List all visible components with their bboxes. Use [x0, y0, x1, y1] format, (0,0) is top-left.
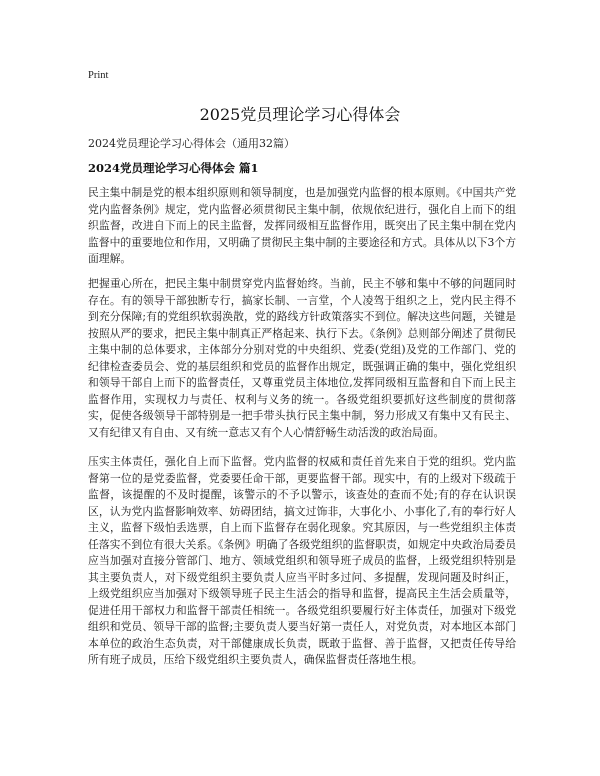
body-paragraph: 压实主体责任，强化自上而下监督。党内监督的权威和责任首先来自于党的组织。党内监督第一位的是党委监督，党委要任命干部，更要监督干部。现实中，有的上级对下级疏于监督，该提醒的不及时提醒，该警示的不予以警示，该查处的查而不处;有的存在认识误区，认为党内监督影响效率、妨碍团结，搞文过饰非，大事化小、小事化了,有的奉行好人主义，监督下级怕丢选票，自上而下监督存在弱化现象。究其原因，与一些党组织主体责任落实不到位有很大关系。《条例》明确了各级党组织的监督职责，如规定中央政治局委员应当加强对直接分管部门、地方、领域党组织和领导班子成员的监督，上级党组织特别是其主要负责人，对下级党组织主要负责人应当平时多过问、多提醒，发现问题及时纠正，上级党组织应当加强对下级领导班子民主生活会的指导和监督，提高民主生活会质量等，促进任用干部权力和监督干部责任相统一。各级党组织要履行好主体责任，加强对下级党组织和党员、领导干部的监督;主要负责人要当好第一责任人，对党负责，对本地区本部门本单位的政治生态负责，对干部健康成长负责，既敢于监督、善于监督，又把责任传导给所有班子成员，压给下级党组织主要负责人，确保监督责任落地生根。 [88, 455, 516, 666]
body-paragraph: 把握重心所在，把民主集中制贯穿党内监督始终。当前，民主不够和集中不够的问题同时存在。有的领导干部独断专行，搞家长制、一言堂，个人凌驾于组织之上，党内民主得不到充分保障;有的党组织软弱涣散，党的路线方针政策落实不到位。解决这些问题，关键是按照从严的要求，把民主集中制真正严格起来、执行下去。《条例》总则部分阐述了贯彻民主集中制的总体要求，主体部分分别对党的中央组织、党委(党组)及党的工作部门、党的纪律检查委员会、党的基层组织和党员的监督作出规定，既强调正确的集中，强化党组织和领导干部自上而下的监督责任，又尊重党员主体地位,发挥同级相互监督和自下而上民主监督作用，实现权力与责任、权利与义务的统一。各级党组织要抓好这些制度的贯彻落实，促使各级领导干部特别是一把手带头执行民主集中制，努力形成又有集中又有民主、又有纪律又有自由、又有统一意志又有个人心情舒畅生动活泼的政治局面。 [88, 277, 516, 439]
print-link[interactable]: Print [88, 70, 109, 81]
section-heading: 2024党员理论学习心得体会 篇1 [88, 161, 259, 175]
page-title: 2025党员理论学习心得体会 [199, 105, 401, 124]
body-paragraph: 民主集中制是党的根本组织原则和领导制度，也是加强党内监督的根本原则。《中国共产党党内监督条例》规定，党内监督必须贯彻民主集中制，依规依纪进行，强化自上而下的组织监督，改进自下而上的民主监督，发挥同级相互监督作用，既突出了民主集中制在党内监督中的重要地位和作用，又明确了贯彻民主集中制的主要途径和方式。具体从以下3个方面理解。 [88, 186, 516, 265]
document-subtitle: 2024党员理论学习心得体会（通用32篇） [88, 137, 295, 150]
